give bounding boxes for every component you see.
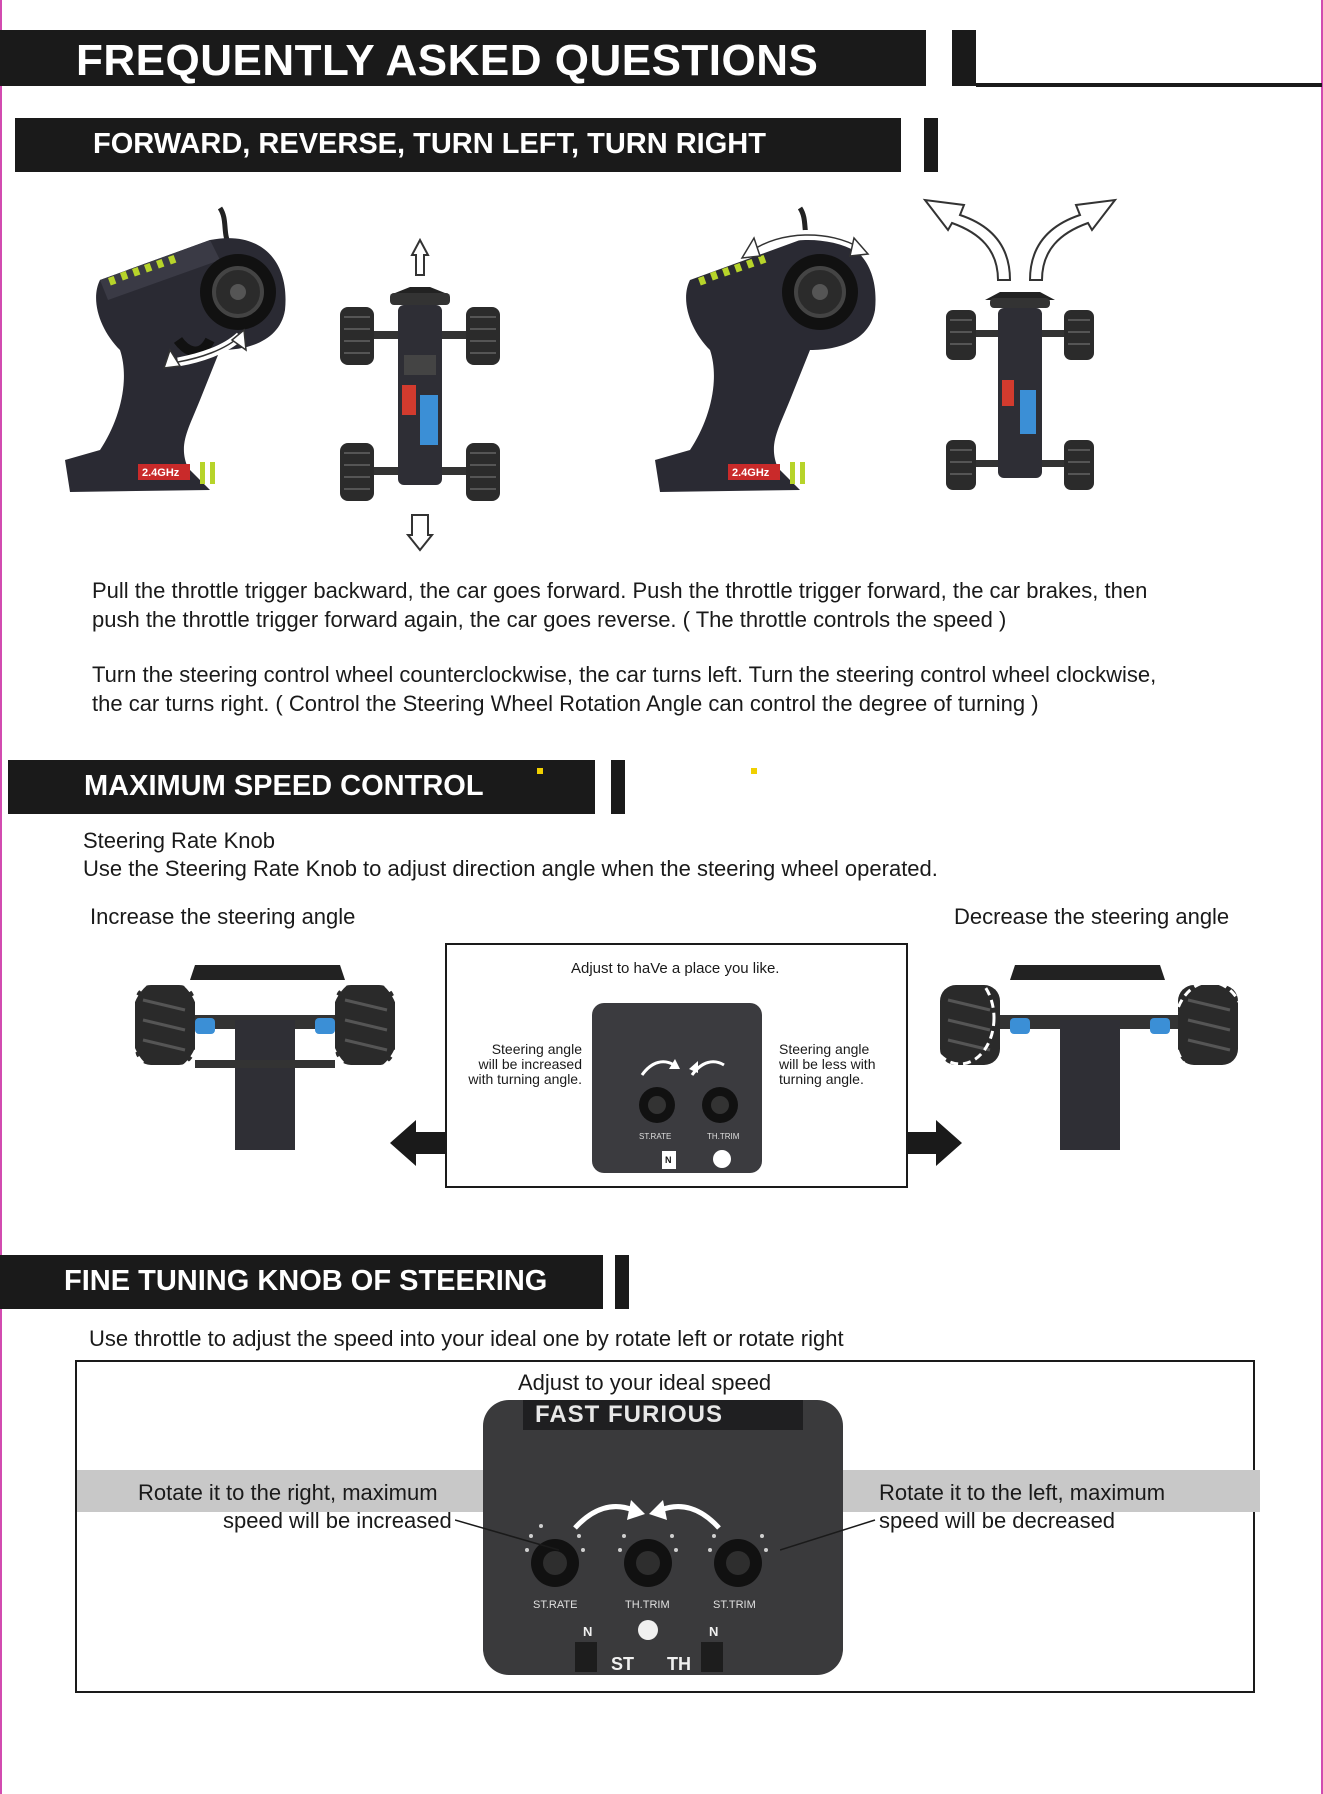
throttle-instructions-line-2: push the throttle trigger forward again, the car goes reverse. ( The throttle controls the speed ) bbox=[92, 607, 1007, 632]
decrease-note-line-2: will be less with bbox=[779, 1056, 876, 1072]
fine-tuning-desc: Use throttle to adjust the speed into your ideal one by rotate left or rotate right bbox=[89, 1326, 844, 1351]
section-max-speed-title: MAXIMUM SPEED CONTROL bbox=[84, 770, 484, 802]
section-max-speed-header bbox=[8, 760, 595, 814]
header-rule bbox=[976, 83, 1322, 87]
rotate-right-note-line-1: Rotate it to the right, maximum bbox=[138, 1480, 438, 1505]
leader-line-right bbox=[780, 1500, 880, 1560]
steering-rate-adjust-box bbox=[445, 943, 908, 1188]
decrease-note-line-1: Steering angle bbox=[779, 1041, 870, 1057]
steering-instructions bbox=[92, 660, 1292, 718]
header-accent-block bbox=[952, 30, 976, 86]
frequency-badge-text: 2.4GHz bbox=[142, 467, 180, 479]
leader-line-left bbox=[455, 1500, 565, 1560]
transmitter-steering-image bbox=[650, 200, 890, 500]
st-rate-label: ST.RATE bbox=[533, 1599, 578, 1611]
page-title: FREQUENTLY ASKED QUESTIONS bbox=[76, 36, 819, 85]
front-axle-increase-image bbox=[95, 960, 435, 1155]
increase-note-line-3: with turning angle. bbox=[468, 1071, 582, 1087]
increase-note-line-1: Steering angle bbox=[491, 1041, 582, 1057]
st-label: ST bbox=[611, 1654, 635, 1674]
steering-instructions-line-2: the car turns right. ( Control the Steering Wheel Rotation Angle can control the degree of turning ) bbox=[92, 691, 1039, 716]
page-header bbox=[0, 30, 926, 86]
increase-angle-caption: Increase the steering angle bbox=[90, 904, 356, 929]
st-rate-label: ST.RATE bbox=[639, 1132, 672, 1141]
steering-rate-knob-title: Steering Rate Knob bbox=[83, 828, 276, 853]
page-edge-left bbox=[0, 0, 2, 1794]
throttle-instructions-line-1: Pull the throttle trigger backward, the car goes forward. Push the throttle trigger forward, the car brakes, then bbox=[92, 578, 1148, 603]
switch-n-label-2: N bbox=[709, 1624, 719, 1639]
brand-label: FAST FURIOUS bbox=[535, 1401, 724, 1428]
switch-n-label: N bbox=[665, 1155, 672, 1165]
increase-note bbox=[447, 1042, 582, 1087]
section-forward-reverse-header bbox=[15, 118, 901, 172]
rotate-left-note-line-2: speed will be decreased bbox=[879, 1508, 1116, 1533]
frequency-badge-text: 2.4GHz bbox=[732, 467, 770, 479]
section-forward-reverse-title: FORWARD, REVERSE, TURN LEFT, TURN RIGHT bbox=[93, 128, 766, 160]
speed-box-title: Adjust to your ideal speed bbox=[518, 1370, 772, 1395]
steering-rate-knob-desc: Use the Steering Rate Knob to adjust direction angle when the steering wheel operated. bbox=[83, 856, 938, 881]
decrease-note-line-3: turning angle. bbox=[779, 1071, 864, 1087]
turn-arrows-icon bbox=[920, 185, 1130, 285]
th-label: TH bbox=[667, 1654, 691, 1674]
steering-rate-box-title: Adjust to haVe a place you like. bbox=[571, 960, 780, 977]
th-trim-label: TH.TRIM bbox=[707, 1132, 740, 1141]
arrow-right-icon bbox=[906, 1120, 962, 1166]
switch-n-label-1: N bbox=[583, 1624, 593, 1639]
arrow-left-icon bbox=[390, 1120, 446, 1166]
th-trim-label: TH.TRIM bbox=[625, 1599, 670, 1611]
section-accent-block bbox=[611, 760, 625, 814]
transmitter-throttle-image bbox=[60, 200, 300, 500]
rotate-left-note-line-1: Rotate it to the left, maximum bbox=[879, 1480, 1166, 1505]
st-trim-label: ST.TRIM bbox=[713, 1599, 756, 1611]
car-topview-turning bbox=[940, 290, 1100, 505]
throttle-instructions bbox=[92, 576, 1272, 634]
knob-panel-image bbox=[592, 1003, 762, 1173]
section-fine-tuning-header bbox=[0, 1255, 603, 1309]
rotate-right-note-line-2: speed will be increased bbox=[223, 1508, 452, 1533]
car-topview-forward-reverse bbox=[330, 235, 510, 555]
front-axle-decrease-image bbox=[910, 960, 1258, 1155]
section-fine-tuning-title: FINE TUNING KNOB OF STEERING bbox=[64, 1265, 548, 1297]
decrease-note bbox=[779, 1042, 875, 1087]
increase-note-line-2: will be increased bbox=[478, 1056, 582, 1072]
decorative-dot bbox=[537, 768, 543, 774]
section-accent-block bbox=[924, 118, 938, 172]
decrease-angle-caption: Decrease the steering angle bbox=[954, 904, 1230, 929]
section-accent-block bbox=[615, 1255, 629, 1309]
steering-instructions-line-1: Turn the steering control wheel counterclockwise, the car turns left. Turn the steering control wheel clockwise, bbox=[92, 662, 1157, 687]
decorative-dot bbox=[751, 768, 757, 774]
